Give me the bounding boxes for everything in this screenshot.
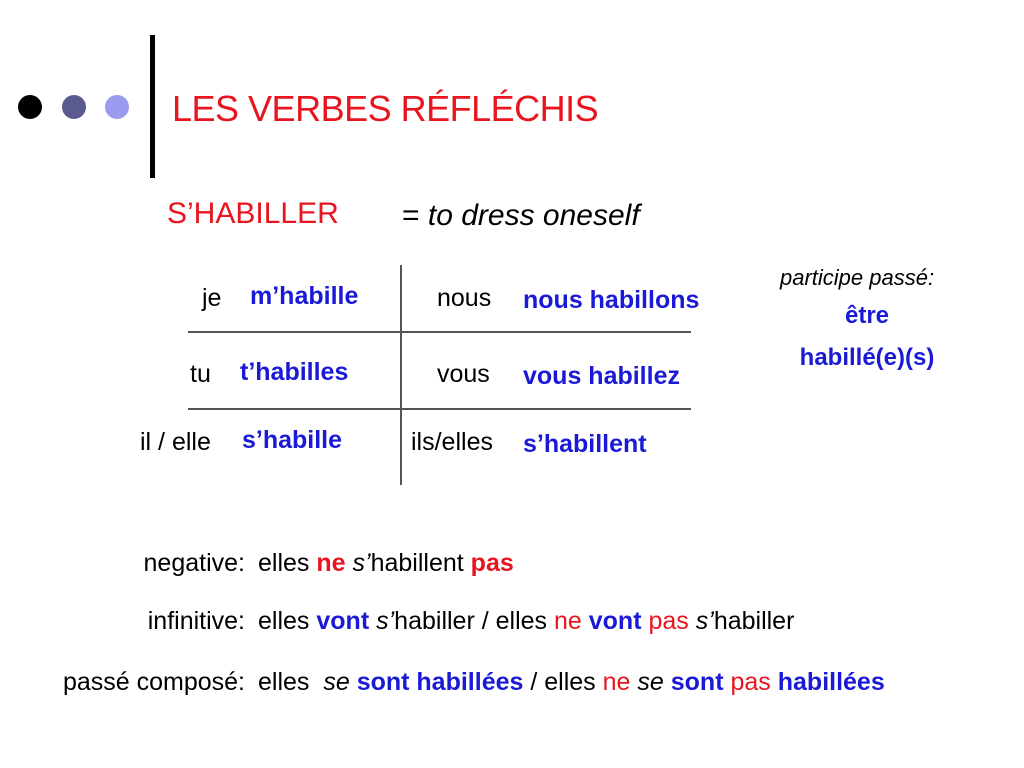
pronoun-nous: nous: [437, 284, 492, 312]
conjugated-form: vous habillez: [523, 362, 680, 390]
example-word: pas: [648, 607, 689, 635]
participle-form: habillé(e)(s): [799, 344, 935, 371]
example-word: pas: [470, 549, 514, 577]
conjugated-form: s’habillent: [523, 430, 647, 458]
translation-text: to dress oneself: [427, 199, 640, 232]
verb-translation: [402, 199, 640, 233]
example-word: habillent: [370, 549, 464, 577]
pronoun-tu: tu: [190, 360, 211, 388]
example-word: habillées: [777, 668, 885, 696]
conjugated-form: t’habilles: [240, 358, 349, 386]
conjugated-form: s’habille: [242, 426, 343, 454]
verb-infinitive: S’HABILLER: [167, 197, 339, 230]
conjugated-form: m’habille: [250, 282, 359, 310]
example-word: s’: [352, 549, 371, 577]
example-word: s’: [376, 607, 395, 635]
bullet-dot-light: [105, 95, 129, 119]
example-word: vont: [316, 607, 370, 635]
example-word: vont: [588, 607, 642, 635]
example-word: ne: [602, 668, 631, 696]
example-word: sont habillées: [356, 668, 524, 696]
pronoun-je: je: [202, 284, 222, 312]
participle-auxiliary: être: [844, 302, 890, 329]
table-horizontal-rule: [188, 408, 691, 410]
example-word: pas: [730, 668, 771, 696]
example-label-passe-compose: passé composé:: [62, 668, 245, 696]
title-divider-bar: [150, 35, 155, 178]
participle-label: participe passé:: [780, 265, 935, 290]
example-negative: [258, 549, 514, 578]
pronoun-ils-elles: ils/elles: [411, 428, 493, 456]
example-word: elles: [258, 607, 310, 635]
example-word: se: [637, 668, 664, 696]
pronoun-vous: vous: [437, 360, 490, 388]
conjugated-form: nous habillons: [523, 286, 700, 314]
bullet-dot-mid: [62, 95, 86, 119]
example-passe-compose: [258, 668, 885, 697]
example-label-infinitive: infinitive:: [147, 607, 245, 635]
table-horizontal-rule: [188, 331, 691, 333]
example-word: ne: [553, 607, 582, 635]
example-word: elles: [258, 668, 310, 696]
example-word: s’: [695, 607, 714, 635]
slide-title: LES VERBES RÉFLÉCHIS: [172, 88, 599, 129]
example-word: elles: [258, 549, 310, 577]
equals-sign: =: [402, 199, 420, 232]
example-word: habiller / elles: [394, 607, 548, 635]
table-vertical-rule: [400, 265, 402, 485]
example-word: habiller: [713, 607, 795, 635]
example-infinitive: [258, 607, 794, 636]
example-word: ne: [316, 549, 346, 577]
bullet-dot-dark: [18, 95, 42, 119]
example-word: / elles: [530, 668, 596, 696]
pronoun-il-elle: il / elle: [140, 428, 211, 456]
example-label-negative: negative:: [143, 549, 245, 577]
example-word: se: [323, 668, 350, 696]
example-word: sont: [670, 668, 724, 696]
